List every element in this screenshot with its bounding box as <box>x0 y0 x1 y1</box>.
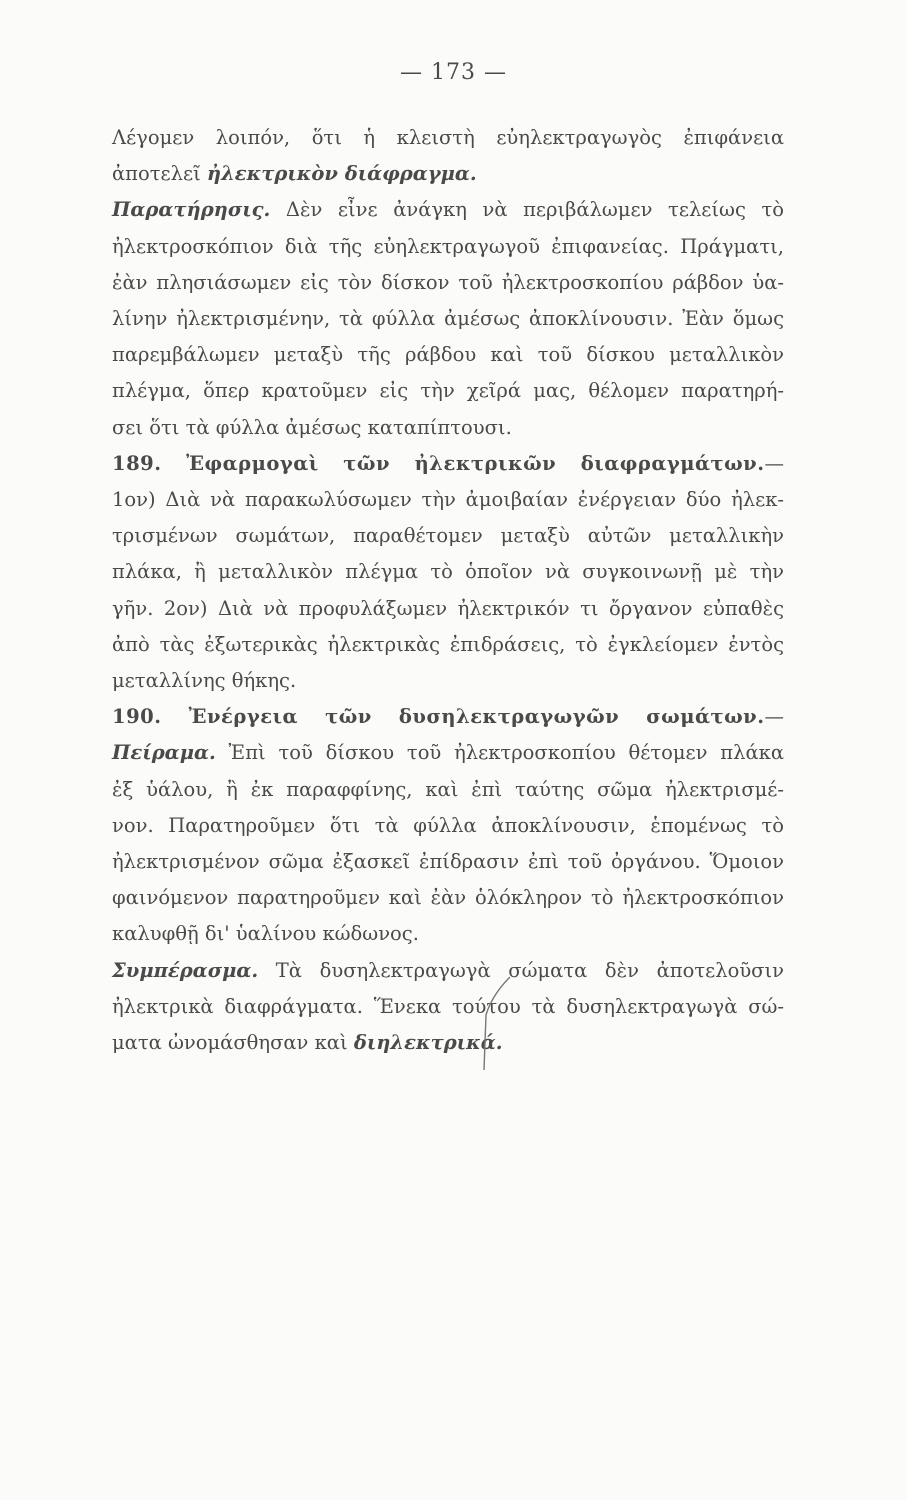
heading-experiment: Πείραμα. <box>112 741 216 765</box>
pencil-mark <box>480 975 520 1075</box>
text-line: Παρατήρησις. Δὲν εἶνε ἀνάγκη νὰ περιβάλωμεν τελείως τὸ <box>112 198 784 222</box>
text-line: λίνην ἠλεκτρισμένην, τὰ φύλλα ἀμέσως ἀποκλίνουσιν. Ἐὰν ὅμως <box>112 307 784 331</box>
text-line: νον. Παρατηροῦμεν ὅτι τὰ φύλλα ἀποκλίνουσιν, ἑπομένως τὸ <box>112 813 784 837</box>
page-body <box>112 120 784 1061</box>
text-line: τρισμένων σωμάτων, παραθέτομεν μεταξὺ αὐτῶν μεταλλικὴν <box>112 524 784 548</box>
text-line: ἠλεκτρικὰ διαφράγματα. Ἕνεκα τούτου τὰ δυσηλεκτραγωγὰ σώ- <box>112 994 784 1018</box>
section-heading-189: 189. Ἐφαρμογαὶ τῶν ἠλεκτρικῶν διαφραγμάτων.— <box>112 451 784 475</box>
text-line: πλέγμα, ὅπερ κρατοῦμεν εἰς τὴν χεῖρά μας, θέλομεν παρατηρή- <box>112 379 784 403</box>
text-line: ἐὰν πλησιάσωμεν εἰς τὸν δίσκον τοῦ ἠλεκτροσκοπίου ράβδον ὑα- <box>112 270 784 294</box>
page-number: — 173 — <box>400 60 507 85</box>
section-heading-190: 190. Ἐνέργεια τῶν δυσηλεκτραγωγῶν σωμάτων.— <box>112 705 784 729</box>
text-line: ἀποτελεῖ ἠλεκτρικὸν διάφραγμα. <box>112 162 477 186</box>
text-line: πλάκα, ἢ μεταλλικὸν πλέγμα τὸ ὁποῖον νὰ συγκοινωνῇ μὲ τὴν <box>112 560 784 584</box>
heading-observation: Παρατήρησις. <box>112 198 271 222</box>
text-line: γῆν. 2ον) Διὰ νὰ προφυλάξωμεν ἠλεκτρικόν τι ὄργανον εὐπαθὲς <box>112 596 784 620</box>
text-line: Πείραμα. Ἐπὶ τοῦ δίσκου τοῦ ἠλεκτροσκοπίου θέτομεν πλάκα <box>112 741 784 765</box>
text-line: 1ον) Διὰ νὰ παρακωλύσωμεν τὴν ἀμοιβαίαν ἐνέργειαν δύο ἠλεκ- <box>112 488 784 512</box>
heading-conclusion: Συμπέρασμα. <box>112 958 259 982</box>
text-line: Λέγομεν λοιπόν, ὅτι ἡ κλειστὴ εὐηλεκτραγωγὸς ἐπιφάνεια <box>112 126 784 149</box>
term-electric-diaphragm: ἠλεκτρικὸν διάφραγμα. <box>206 162 477 186</box>
term-dielectric: διηλεκτρικά. <box>353 1031 503 1055</box>
text-line: σει ὅτι τὰ φύλλα ἀμέσως καταπίπτουσι. <box>112 415 512 439</box>
text-line: μεταλλίνης θήκης. <box>112 669 297 693</box>
text-line: παρεμβάλωμεν μεταξὺ τῆς ράβδου καὶ τοῦ δίσκου μεταλλικὸν <box>112 343 784 367</box>
text-line: ἠλεκτρισμένον σῶμα ἐξασκεῖ ἐπίδρασιν ἐπὶ τοῦ ὀργάνου. Ὅμοιον <box>112 850 784 874</box>
text-line: ἠλεκτροσκόπιον διὰ τῆς εὐηλεκτραγωγοῦ ἐπιφανείας. Πράγματι, <box>112 234 784 258</box>
text-line: ἀπὸ τὰς ἐξωτερικὰς ἠλεκτρικὰς ἐπιδράσεις, τὸ ἐγκλείομεν ἐντὸς <box>112 632 784 656</box>
text-line: Συμπέρασμα. Τὰ δυσηλεκτραγωγὰ σώματα δὲν ἀποτελοῦσιν <box>112 958 784 982</box>
text-line: ματα ὠνομάσθησαν καὶ διηλεκτρικά. <box>112 1031 503 1055</box>
text-line: ἐξ ὑάλου, ἢ ἐκ παραφφίνης, καὶ ἐπὶ ταύτης σῶμα ἠλεκτρισμέ- <box>112 777 784 801</box>
text-line: φαινόμενον παρατηροῦμεν καὶ ἐὰν ὁλόκληρον τὸ ἠλεκτροσκόπιον <box>112 886 784 910</box>
text-line: καλυφθῇ δι' ὑαλίνου κώδωνος. <box>112 922 419 946</box>
